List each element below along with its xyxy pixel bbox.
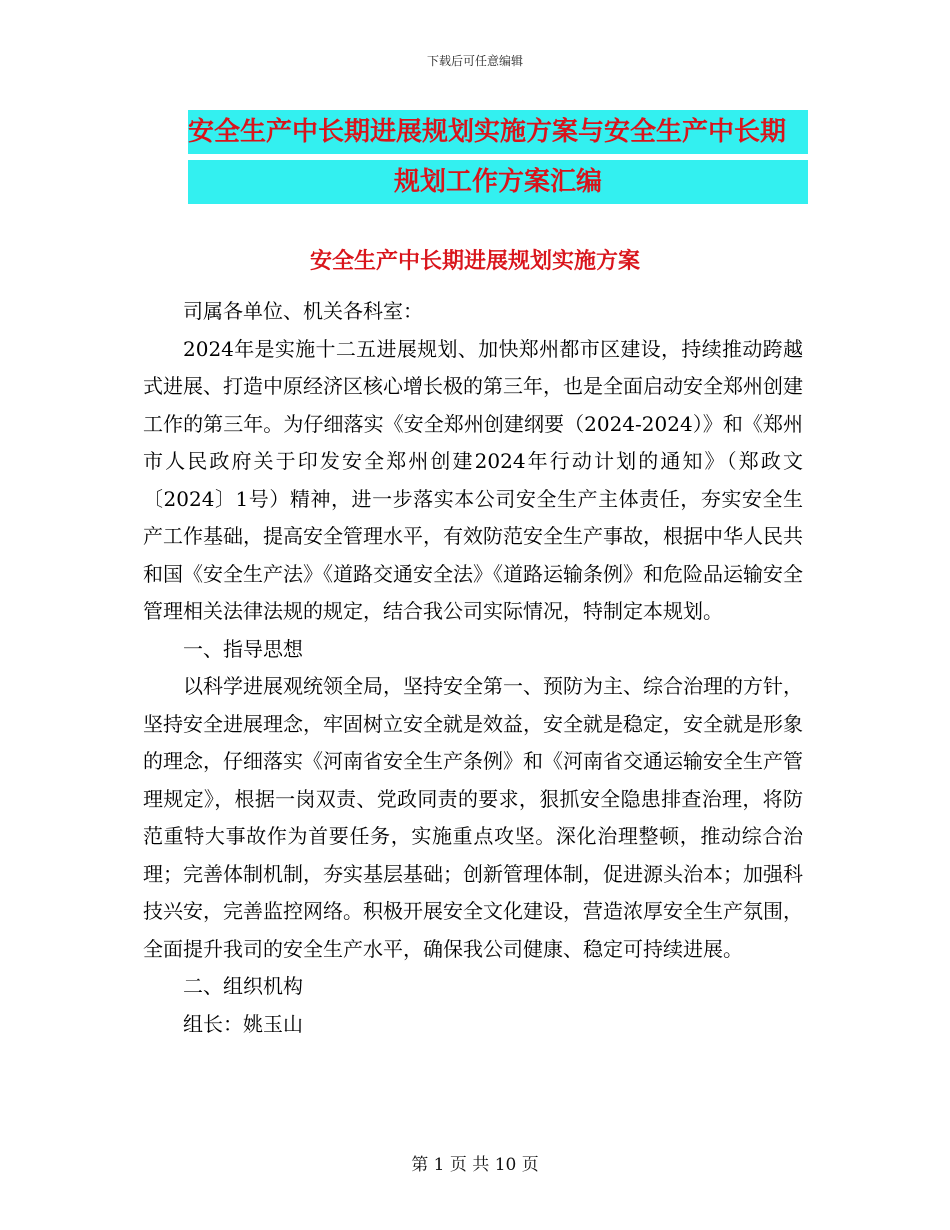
document-title-line2-text: 规划工作方案汇编	[393, 167, 602, 197]
document-title	[188, 110, 808, 204]
document-title-line1-text: 安全生产中长期进展规划实施方案与安全生产中长期	[188, 117, 787, 147]
intro-paragraph: 2024年是实施十二五进展规划、加快郑州都市区建设，持续推动跨越式进展、打造中原经济区核心增长极的第三年，也是全面启动安全郑州创建工作的第三年。为仔细落实《安全郑州创建纲要（2024-2024）》和《郑州市人民政府关于印发安全郑州创建2024年行动计划的通知》（郑政文〔2024〕1号）精神，进一步落实本公司安全生产主体责任，夯实安全生产工作基础，提高安全管理水平，有效防范安全生产事故，根据中华人民共和国《安全生产法》《道路交通安全法》《道路运输条例》和危险品运输安全管理相关法律法规的规定，结合我公司实际情况，特制定本规划。	[143, 336, 803, 623]
section-title: 安全生产中长期进展规划实施方案	[309, 249, 640, 274]
heading-guiding-ideology: 一、指导思想	[183, 636, 303, 661]
guiding-ideology-paragraph: 以科学进展观统领全局，坚持安全第一、预防为主、综合治理的方针，坚持安全进展理念，牢固树立安全就是效益，安全就是稳定，安全就是形象的理念，仔细落实《河南省安全生产条例》和《河南省交通运输安全生产管理规定》，根据一岗双责、党政同责的要求，狠抓安全隐患排查治理，将防范重特大事故作为首要任务，实施重点攻坚。深化治理整顿，推动综合治理；完善体制机制，夯实基层基础；创新管理体制，促进源头治本；加强科技兴安，完善监控网络。积极开展安全文化建设，营造浓厚安全生产氛围，全面提升我司的安全生产水平，确保我公司健康、稳定可持续进展。	[143, 674, 803, 961]
team-leader-line: 组长：姚玉山	[183, 1011, 303, 1036]
document-title-line1	[188, 110, 808, 154]
heading-organization: 二、组织机构	[183, 974, 303, 998]
salutation-paragraph: 司属各单位、机关各科室：	[183, 299, 423, 323]
page-header-note: 下载后可任意编辑	[426, 54, 523, 68]
page-footer-number: 第 1 页 共 10 页	[411, 1155, 539, 1175]
document-title-line2	[188, 160, 808, 204]
document-body	[143, 293, 803, 1043]
